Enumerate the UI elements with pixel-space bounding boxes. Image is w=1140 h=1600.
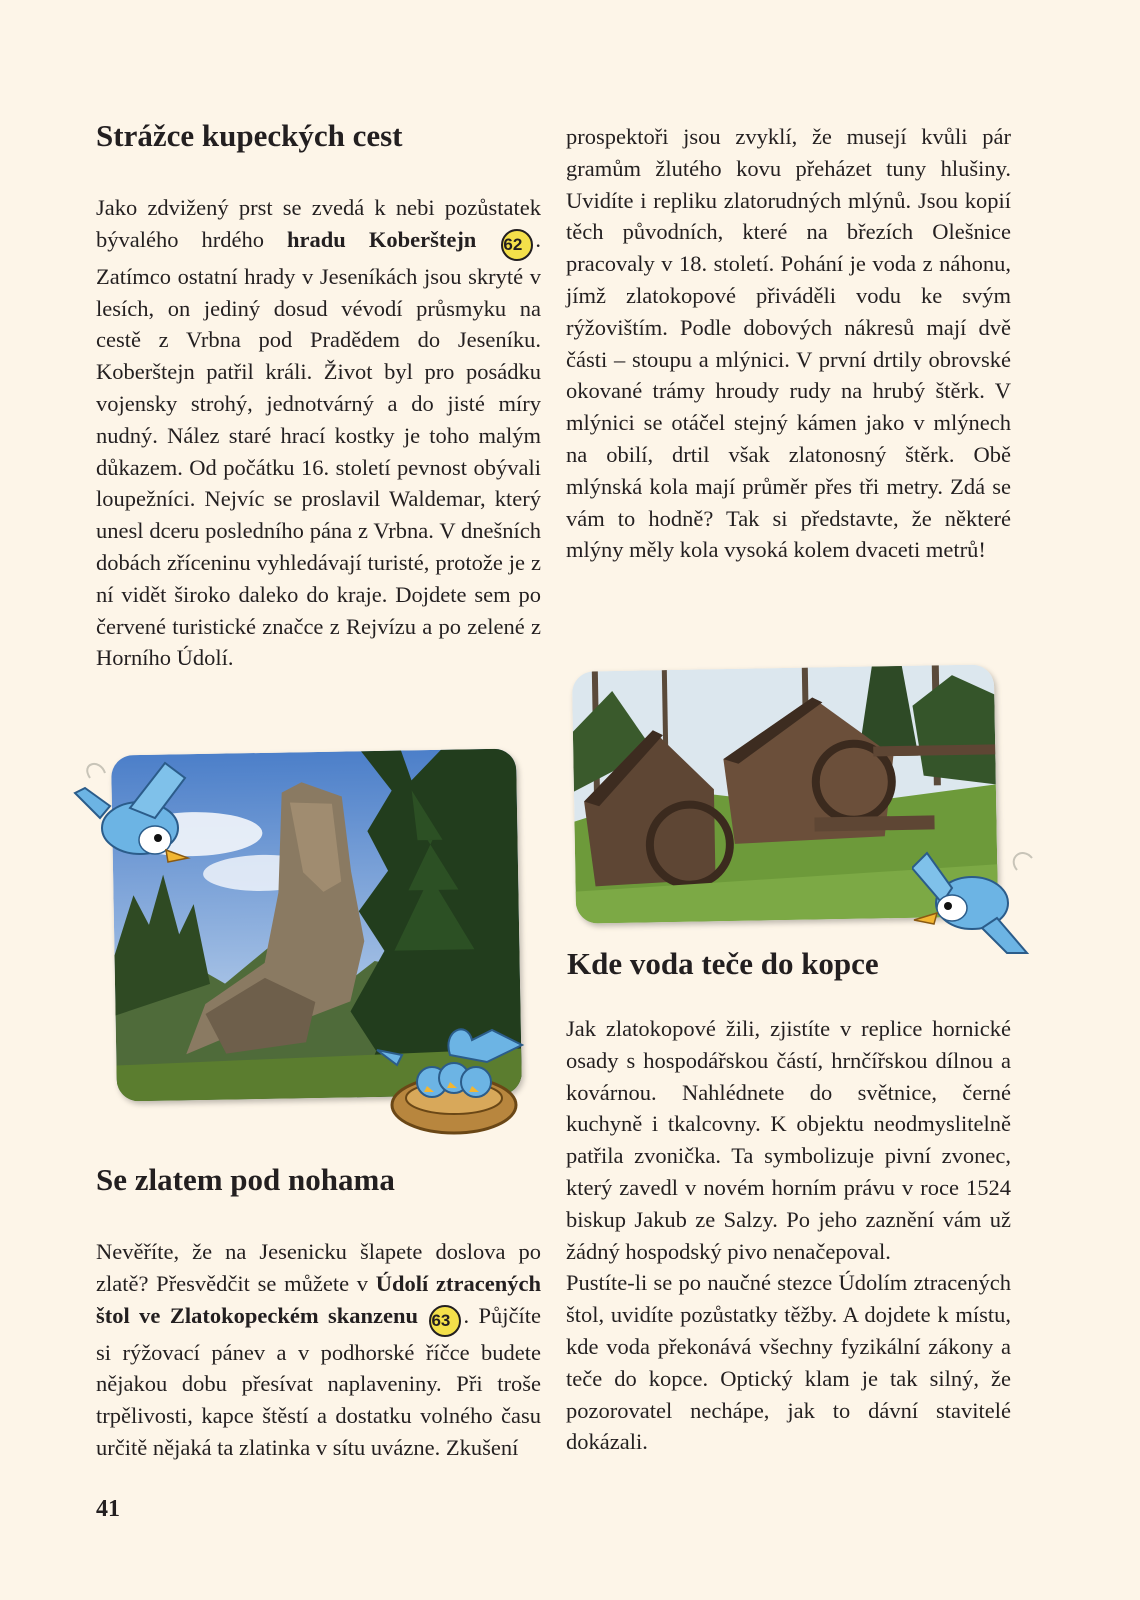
paragraph-hornicka-osada: Jak zlatokopové žili, zjistíte v replice hornické osady s hospodářskou částí, hrnčířskou dílnou a kovárnou. Nahlédnete do světnice, černé kuchyně i tkalcovny. K objektu neodmyslitelně patřila zvonička. Ta symbolizuje pivní zvonec, který zavedl v novém horním právu v roce 1524 biskup Jakub ze Salzy. Po jeho zaznění vám už žádný hospodský pivo nenačepoval. <box>566 1016 1011 1264</box>
paragraph-se-zlatem: Nevěříte, že na Jesenicku šlapete doslova po zlatě? Přesvědčit se můžete v Údolí ztracených štol ve Zlatokopeckém skanzenu 63 . Půjčíte si rýžovací pánev a v podhorské říčce budete nějakou dobu přesívat naplaveniny. Při troše trpělivosti, kapce štěstí a dostatku volného času určitě nějaká ta zlatinka v sítu uvázne. Zkušení <box>96 1239 541 1460</box>
place-name-udoli: Údolí ztracených štol ve Zlatokopeckém skanzenu <box>96 1270 541 1328</box>
text-koberstejn <box>96 192 541 674</box>
heading-se-zlatem: Se zlatem pod nohama <box>96 1162 395 1197</box>
paragraph-udoli-ztracenych-stol: Pustíte-li se po naučné stezce Údolím ztracených štol, uvidíte pozůstatky těžby. A dojdete k místu, kde voda překonává všechny fyzikální zákony a teče do kopce. Optický klam je tak silný, že pozorovatel nechápe, jak to dávní stavitelé dokázali. <box>566 1270 1011 1455</box>
map-pin-62: 62 <box>501 229 533 261</box>
place-name-koberstejn: hradu Koberštejn <box>287 226 477 252</box>
map-pin-63: 63 <box>429 1305 461 1337</box>
text-prospektori <box>566 121 1011 566</box>
bird-illustration-left <box>70 758 200 878</box>
bird-illustration-right <box>912 848 1037 968</box>
bird-nest-illustration <box>372 1010 542 1140</box>
page-number: 41 <box>96 1496 120 1522</box>
heading-strazce: Strážce kupeckých cest <box>96 118 403 153</box>
text-hornicka-osada <box>566 1013 1011 1458</box>
paragraph-koberstejn: Jako zdvižený prst se zvedá k nebi pozůstatek bývalého hrdého hradu Koberštejn 62 . Zatímco ostatní hrady v Jeseníkách jsou skryté v lesích, on jediný dosud vévodí průsmyku na cestě z Vrbna pod Pradědem do Jeseníku. Koberštejn patřil králi. Život byl pro posádku vojensky strohý, jednotvárný a do jisté míry nudný. Nález staré hrací kostky je toho malým důkazem. Od počátku 16. století pevnost obývali loupežníci. Nejvíc se proslavil Waldemar, který unesl dceru posledního pána z Vrbna. V dnešních dobách zříceninu vyhledávají turisté, protože je z ní vidět široko daleko do kraje. Dojdete sem po červené turistické značce z Rejvízu a po zelené z Horního Údolí. <box>96 195 541 671</box>
text-zlatokopecky-skanzen <box>96 1236 541 1464</box>
heading-kde-voda: Kde voda teče do kopce <box>567 946 879 981</box>
paragraph-prospektori: prospektoři jsou zvyklí, že musejí kvůli pár gramům žlutého kovu přeházet tuny hlušiny. Uvidíte i repliku zlatorudných mlýnů. Jsou kopií těch původních, které na březích Olešnice pracovaly v 18. století. Pohání je voda z náhonu, jímž zlatokopové přiváděli vodu ke svým rýžovištím. Podle dobových nákresů mají dvě části – stoupu a mlýnici. V první drtily obrovské okované trámy hroudy rudy na hrubý štěrk. V mlýnici se otáčel stejný kámen jako v mlýnech na obilí, drtil však zlatonosný štěrk. Obě mlýnská kola mají průměr přes tři metry. Zdá se vám to hodně? Tak si představte, že některé mlýny měly kola vysoká kolem dvaceti metrů! <box>566 124 1011 563</box>
